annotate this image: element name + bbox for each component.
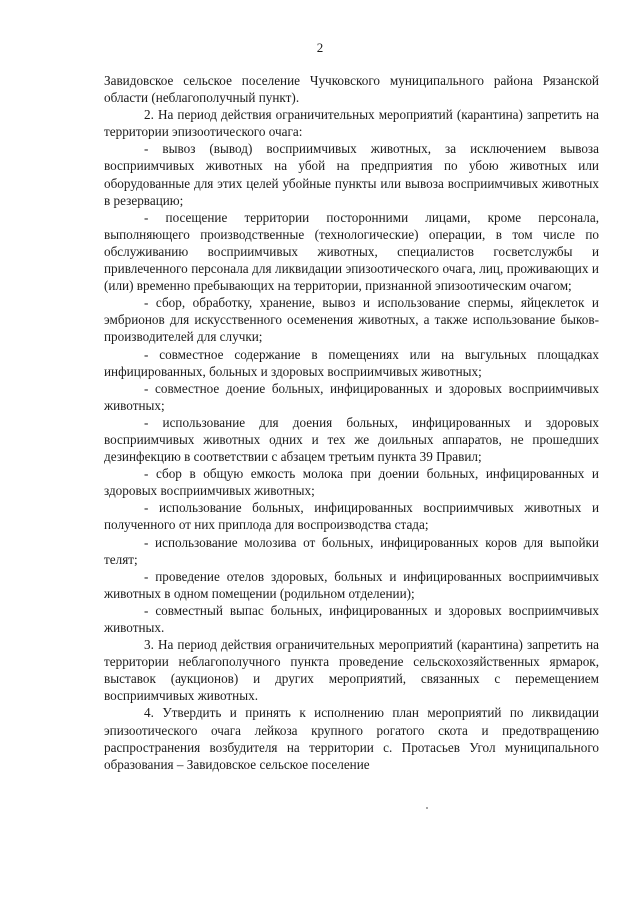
list-item: - использование больных, инфицированных восприимчивых животных и полученного от них приплода для воспроизводства стада; [104, 500, 599, 533]
scan-speck [426, 807, 428, 809]
paragraph-clause-4: 4. Утвердить и принять к исполнению план мероприятий по ликвидации эпизоотического очага лейкоза крупного рогатого скота и предотвращению распространения возбудителя на территории с. Протасьев Угол муниципального образования – Завидовское сельское поселение [104, 705, 599, 772]
list-item: - совместное содержание в помещениях или на выгульных площадках инфицированных, больных и здоровых восприимчивых животных; [104, 346, 599, 379]
list-item: - проведение отелов здоровых, больных и инфицированных восприимчивых животных в одном помещении (родильном отделении); [104, 568, 599, 601]
paragraph-clause-2: 2. На период действия ограничительных мероприятий (карантина) запретить на территории эпизоотического очага: [104, 107, 599, 140]
list-item: - посещение территории посторонними лицами, кроме персонала, выполняющего производственные (технологические) операции, в том числе по обслуживанию восприимчивых животных, специалистов госветслужбы и привлеченного персонала для ликвидации эпизоотического очага, лиц, проживающих и (или) временно пребывающих на территории, признанной эпизоотическим очагом; [104, 209, 599, 294]
paragraph-continuation: Завидовское сельское поселение Чучковского муниципального района Рязанской области (неблагополучный пункт). [104, 73, 599, 106]
list-item: - использование для доения больных, инфицированных и здоровых восприимчивых животных одних и тех же доильных аппаратов, не прошедших дезинфекцию в соответствии с абзацем третьим пункта 39 Правил; [104, 414, 599, 465]
document-body [104, 72, 599, 773]
list-item: - сбор, обработку, хранение, вывоз и использование спермы, яйцеклеток и эмбрионов для искусственного осеменения животных, а также использование быков-производителей для случки; [104, 295, 599, 345]
page-number: 2 [316, 40, 324, 55]
list-item: - сбор в общую емкость молока при доении больных, инфицированных и здоровых восприимчивых животных; [104, 466, 599, 499]
list-item: - совместное доение больных, инфицированных и здоровых восприимчивых животных; [104, 380, 599, 413]
paragraph-clause-3: 3. На период действия ограничительных мероприятий (карантина) запретить на территории неблагополучного пункта проведение сельскохозяйственных ярмарок, выставок (аукционов) и других мероприятий, связанных с перемещением восприимчивых животных. [104, 637, 599, 704]
list-item: - использование молозива от больных, инфицированных коров для выпойки телят; [104, 534, 599, 567]
list-item: - вывоз (вывод) восприимчивых животных, за исключением вывоза восприимчивых животных на убой на предприятия по убою животных или оборудованные для этих целей убойные пункты или вывоза восприимчивых животных в резервацию; [104, 141, 599, 208]
list-item: - совместный выпас больных, инфицированных и здоровых восприимчивых животных. [104, 602, 599, 635]
